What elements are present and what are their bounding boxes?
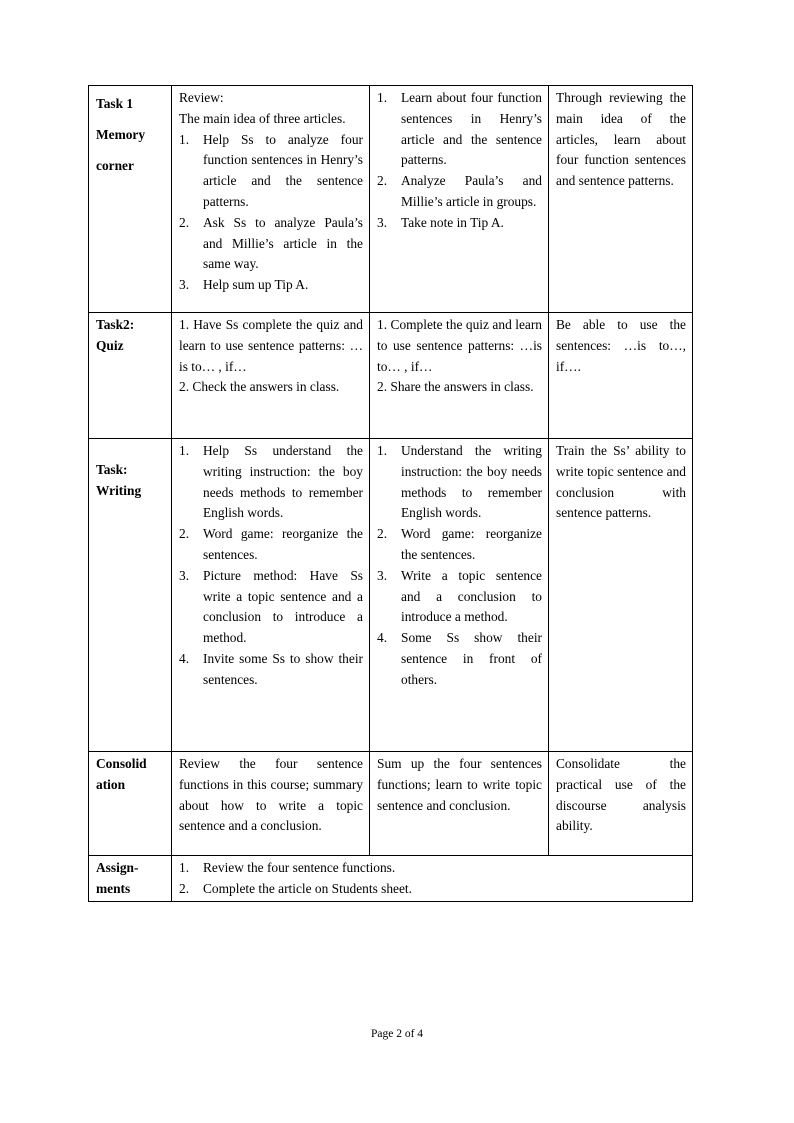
teacher-activities-cell: 1. Have Ss complete the quiz and learn to use sentence patterns: …is to… , if… 2. Check the answers in class. (172, 313, 370, 439)
list-item: 2. Word game: reorganize the sentences. (377, 524, 542, 566)
page-footer: Page 2 of 4 (370, 1028, 424, 1040)
purpose-cell: Train the Ss’ ability to write topic sentence and conclusion with sentence patterns. (549, 439, 693, 752)
row-task-writing (89, 439, 693, 752)
list-item: 2. Analyze Paula’s and Millie’s article in groups. (377, 171, 542, 213)
row-heading: Task: Writing (89, 439, 172, 752)
list-item: 2. Ask Ss to analyze Paula’s and Millie’s article in the same way. (179, 213, 363, 275)
list-item: 1. Help Ss understand the writing instruction: the boy needs methods to remember English words. (179, 441, 363, 524)
purpose-cell: Through reviewing the main idea of the articles, learn about four function sentences and sentence patterns. (549, 86, 693, 313)
list-item: 1. Help Ss to analyze four function sentences in Henry’s article and the sentence patterns. (179, 130, 363, 213)
assignments-cell (172, 856, 693, 902)
purpose-cell: Consolidate the practical use of the discourse analysis ability. (549, 752, 693, 856)
row-heading: Task 1 Memory corner (89, 86, 172, 313)
row-task2-quiz (89, 313, 693, 439)
row-consolidation (89, 752, 693, 856)
list-item: 3. Write a topic sentence and a conclusion to introduce a method. (377, 566, 542, 628)
list-item: 2. Word game: reorganize the sentences. (179, 524, 363, 566)
student-activities-cell: 1. Complete the quiz and learn to use sentence patterns: …is to… , if… 2. Share the answers in class. (370, 313, 549, 439)
list-item: 3. Help sum up Tip A. (179, 275, 363, 296)
student-activities-cell: Sum up the four sentences functions; learn to write topic sentence and conclusion. (370, 752, 549, 856)
row-heading: Consolid ation (89, 752, 172, 856)
row-heading: Assign- ments (89, 856, 172, 902)
list-item: 4. Invite some Ss to show their sentences. (179, 649, 363, 691)
row-assignments (89, 856, 693, 902)
list-item: 2. Complete the article on Students sheet. (179, 879, 686, 900)
list-item: 3. Picture method: Have Ss write a topic sentence and a conclusion to introduce a method. (179, 566, 363, 649)
teacher-activities-cell: Review: The main idea of three articles. 1. Help Ss to analyze four function sentences in Henry’s article and the sentence patterns. 2. Ask Ss to analyze Paula’s and Millie’s article in the same way. 3. Help sum up Tip A. (172, 86, 370, 313)
list-item: 3. Take note in Tip A. (377, 213, 542, 234)
list-item: 1. Learn about four function sentences in Henry’s article and the sentence patterns. (377, 88, 542, 171)
list-item: 1. Understand the writing instruction: the boy needs methods to remember English words. (377, 441, 542, 524)
student-activities-cell (370, 439, 549, 752)
teacher-activities-cell: Review the four sentence functions in this course; summary about how to write a topic sentence and a conclusion. (172, 752, 370, 856)
list-item: 1. Review the four sentence functions. (179, 858, 686, 879)
list-item: 4. Some Ss show their sentence in front of others. (377, 628, 542, 690)
row-task1 (89, 86, 693, 313)
lesson-plan-table (88, 85, 693, 902)
row-heading: Task2: Quiz (89, 313, 172, 439)
purpose-cell: Be able to use the sentences: …is to…, if…. (549, 313, 693, 439)
teacher-activities-cell (172, 439, 370, 752)
student-activities-cell (370, 86, 549, 313)
